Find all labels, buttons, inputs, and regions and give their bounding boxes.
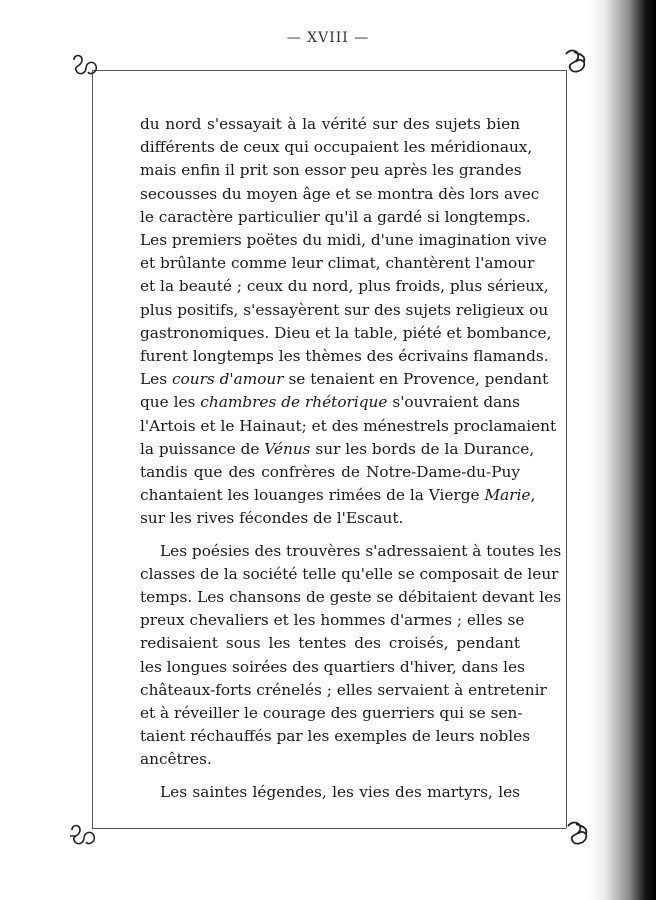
italic-term: cours d'amour — [171, 370, 284, 389]
text-line: Les premiers poëtes du midi, d'une imagination vive — [140, 231, 547, 250]
text-line: et la beauté ; ceux du nord, plus froids, plus sérieux, — [140, 277, 549, 296]
text-line: et brûlante comme leur climat, chantèrent l'amour — [140, 254, 535, 273]
text-line: Les poésies des trouvères s'adressaient à toutes les — [160, 541, 562, 560]
text-line: chantaient les louanges rimées de la Vierge Marie, — [140, 486, 536, 505]
paragraph — [140, 113, 557, 531]
body-text — [140, 113, 562, 804]
italic-term: chambres de rhétorique — [200, 393, 388, 412]
text-line: temps. Les chansons de geste se débitaient devant les — [140, 588, 562, 607]
frame-left-rule — [92, 70, 93, 828]
italic-term: Marie — [484, 486, 531, 505]
text-line: furent longtemps les thèmes des écrivains flamands. — [140, 347, 549, 366]
text-line: le caractère particulier qu'il a gardé si longtemps. — [140, 207, 531, 226]
corner-ornament-icon — [68, 822, 98, 852]
text-line: du nord s'essayait à la vérité sur des sujets bien — [140, 115, 520, 133]
text-line: preux chevaliers et les hommes d'armes ; elles se — [140, 611, 525, 630]
text-line: secousses du moyen âge et se montra dès lors avec — [140, 184, 540, 203]
text-line: tandis que des confrères de Notre-Dame-du-Puy — [140, 463, 520, 482]
paragraph — [140, 781, 520, 804]
text-line: la puissance de Vénus sur les bords de la Durance, — [140, 439, 535, 458]
text-line: différents de ceux qui occupaient les méridionaux, — [140, 138, 533, 157]
frame-bottom-rule — [92, 828, 566, 829]
frame-top-rule — [92, 70, 566, 71]
corner-ornament-icon — [70, 50, 100, 80]
page-number: — XVIII — — [286, 30, 370, 46]
text-line: redisaient sous les tentes des croisés, pendant — [140, 634, 520, 653]
italic-term: Vénus — [264, 439, 311, 458]
text-line: et à réveiller le courage des guerriers qui se sen- — [140, 704, 523, 723]
text-line: sur les rives fécondes de l'Escaut. — [140, 509, 404, 528]
corner-ornament-icon — [560, 46, 590, 76]
text-line: taient réchauffés par les exemples de leurs nobles — [140, 727, 531, 746]
text-line: Les saintes légendes, les vies des martyrs, les — [160, 782, 520, 801]
binding-shadow — [588, 0, 656, 900]
text-line: gastronomiques. Dieu et la table, piété et bombance, — [140, 323, 552, 342]
text-line: plus positifs, s'essayèrent sur des sujets religieux ou — [140, 300, 549, 319]
text-line: châteaux-forts crénelés ; elles servaient à entretenir — [140, 680, 547, 699]
text-line: que les chambres de rhétorique s'ouvraient dans — [140, 393, 520, 412]
paragraph — [140, 540, 562, 772]
text-line: classes de la société telle qu'elle se composait de leur — [140, 564, 559, 583]
frame-right-rule — [566, 70, 567, 828]
corner-ornament-icon — [562, 818, 592, 848]
text-line: les longues soirées des quartiers d'hiver, dans les — [140, 657, 525, 676]
text-line: Les cours d'amour se tenaient en Provence, pendant — [140, 370, 549, 389]
text-line: ancêtres. — [140, 750, 212, 769]
text-line: l'Artois et le Hainaut; et des ménestrels proclamaient — [140, 416, 557, 435]
text-line: mais enfin il prit son essor peu après les grandes — [140, 161, 522, 180]
